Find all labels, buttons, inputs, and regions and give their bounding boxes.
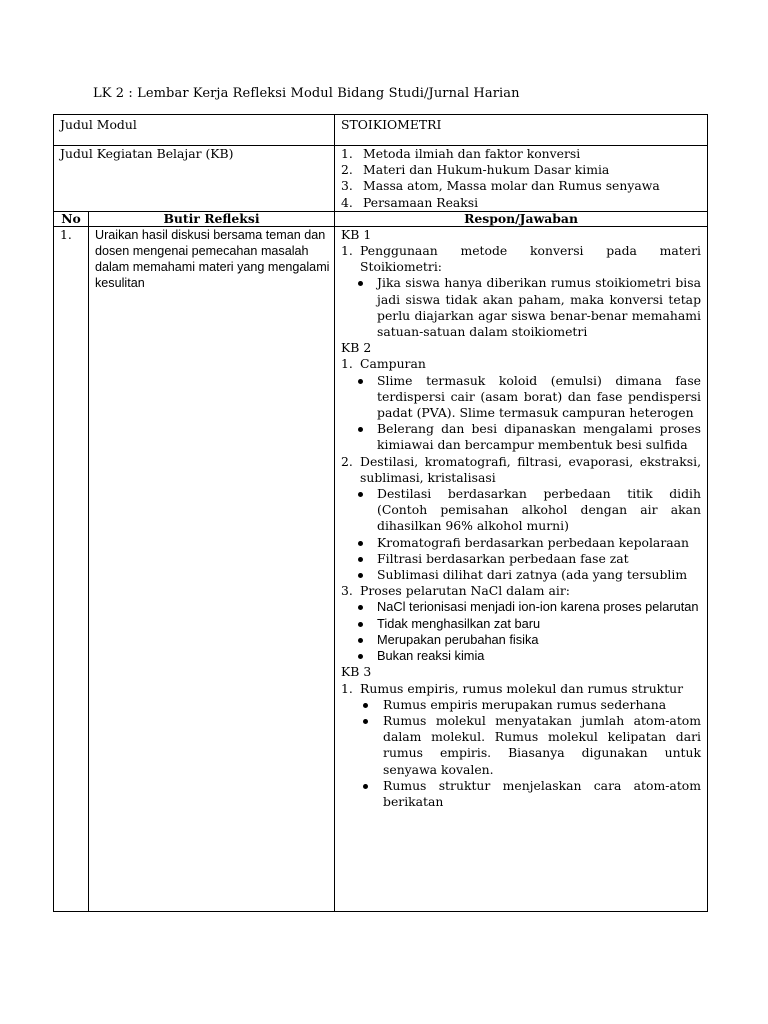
item-number: 4. [341,194,353,210]
item-number: 2. [341,453,353,469]
kb2-item-2 [341,454,701,486]
item-text: Slime termasuk koloid (emulsi) dimana fase terdispersi cair (asam borat) dan fase pendispersi padat (PVA). Slime termasuk campuran heterogen [377,372,702,421]
item-text: Rumus empiris, rumus molekul dan rumus struktur [360,680,684,696]
item-text: Massa atom, Massa molar dan Rumus senyawa [363,178,660,194]
list-item [356,632,701,648]
kb-list [341,146,707,211]
list-item [361,697,701,713]
judul-modul-row [54,115,708,146]
item-text: Destilasi, kromatografi, filtrasi, evaporasi, ekstraksi, sublimasi, kristalisasi [360,453,702,485]
judul-kb-label: Judul Kegiatan Belajar (KB) [54,146,335,212]
item-text: Penggunaan metode konversi pada materi Stoikiometri: [360,243,702,275]
item-text: Rumus empiris merupakan rumus sederhana [383,696,667,712]
judul-modul-value: STOIKIOMETRI [335,115,708,146]
judul-kb-list-cell [335,146,708,212]
header-butir: Butir Refleksi [89,211,335,226]
item-number: 3. [341,583,353,599]
item-text: NaCl terionisasi menjadi ion-ion karena proses pelarutan [377,599,699,615]
item-number: 3. [341,178,353,194]
item-text: Campuran [360,356,426,372]
list-item [361,778,701,810]
table-row [54,226,708,911]
kb2-label: KB 2 [341,340,372,356]
list-item [361,713,701,778]
kb2-item-3 [341,583,701,599]
item-text: Filtrasi berdasarkan perbedaan fase zat [377,550,629,566]
kb-list-item [341,146,707,162]
bullet-icon [356,632,377,648]
item-text: Metoda ilmiah dan faktor konversi [363,146,581,161]
kb1-label: KB 1 [341,226,372,242]
list-item [356,275,701,340]
item-text: Bukan reaksi kimia [377,648,485,664]
list-item [356,486,701,535]
bullet-icon [356,599,377,615]
bullet-icon [356,275,377,340]
list-item [356,421,701,453]
bullet-icon [361,778,383,810]
item-text: Sublimasi dilihat dari zatnya (ada yang tersublim [377,567,688,583]
item-text: Kromatografi berdasarkan perbedaan kepolaraan [377,534,690,550]
kb3-item-1 [341,681,701,697]
item-text: Persamaan Reaksi [363,194,479,210]
item-number: 1. [341,146,353,161]
reflection-table [53,114,708,912]
item-text: Merupakan perubahan fisika [377,631,539,647]
respon-cell [335,226,708,911]
list-item [356,535,701,551]
kb2-item-2-bullets [341,486,701,583]
judul-kb-row [54,146,708,212]
item-text: Rumus struktur menjelaskan cara atom-atom berikatan [383,777,702,809]
item-text: Tidak menghasilkan zat baru [377,615,541,631]
bullet-icon [361,713,383,778]
item-number: 2. [341,162,353,178]
item-text: Materi dan Hukum-hukum Dasar kimia [363,162,610,178]
kb-list-item [341,178,707,194]
list-item [356,551,701,567]
kb3-label: KB 3 [341,664,372,680]
bullet-icon [356,567,377,583]
header-row [54,211,708,226]
bullet-icon [356,535,377,551]
bullet-icon [356,648,377,664]
kb2-item-1-bullets [341,373,701,454]
bullet-icon [356,421,377,453]
butir-refleksi-text: Uraikan hasil diskusi bersama teman dan dosen mengenai pemecahan masalah dalam memahami materi yang mengalami kesulitan [89,226,335,911]
item-number: 1. [341,243,353,259]
list-item [356,648,701,664]
header-no: No [54,211,89,226]
kb-list-item [341,195,707,211]
kb-list-item [341,162,707,178]
bullet-icon [356,551,377,567]
row-number: 1. [54,226,89,911]
item-text: Proses pelarutan NaCl dalam air: [360,583,570,599]
item-number: 1. [341,680,353,696]
kb2-item-1 [341,356,701,372]
item-text: Rumus molekul menyatakan jumlah atom-atom dalam molekul. Rumus molekul kelipatan dari rumus empiris. Biasanya digunakan untuk senyawa kovalen. [383,712,702,777]
bullet-icon [356,616,377,632]
bullet-icon [356,373,377,422]
item-text: Destilasi berdasarkan perbedaan titik didih (Contoh pemisahan alkohol dengan air akan dihasilkan 96% alkohol murni) [377,486,702,534]
kb1-item-1 [341,243,701,275]
page-title: LK 2 : Lembar Kerja Refleksi Modul Bidang Studi/Jurnal Harian [93,86,520,101]
item-text: Belerang dan besi dipanaskan mengalami proses kimiawai dan bercampur membentuk besi sulfida [377,421,702,453]
kb3-item-1-bullets [341,697,701,810]
list-item [356,567,701,583]
judul-modul-label: Judul Modul [54,115,335,146]
item-number: 1. [341,356,353,372]
kb1-bullets [341,275,701,340]
bullet-icon [356,486,377,535]
kb2-item-3-bullets [341,599,701,664]
item-text: Jika siswa hanya diberikan rumus stoikiometri bisa jadi siswa tidak akan paham, maka konversi tetap perlu diajarkan agar siswa benar-benar memahami satuan-satuan dalam stoikiometri [377,275,702,340]
list-item [356,599,701,615]
bullet-icon [361,697,383,713]
header-respon: Respon/Jawaban [335,211,708,226]
list-item [356,373,701,422]
list-item [356,616,701,632]
